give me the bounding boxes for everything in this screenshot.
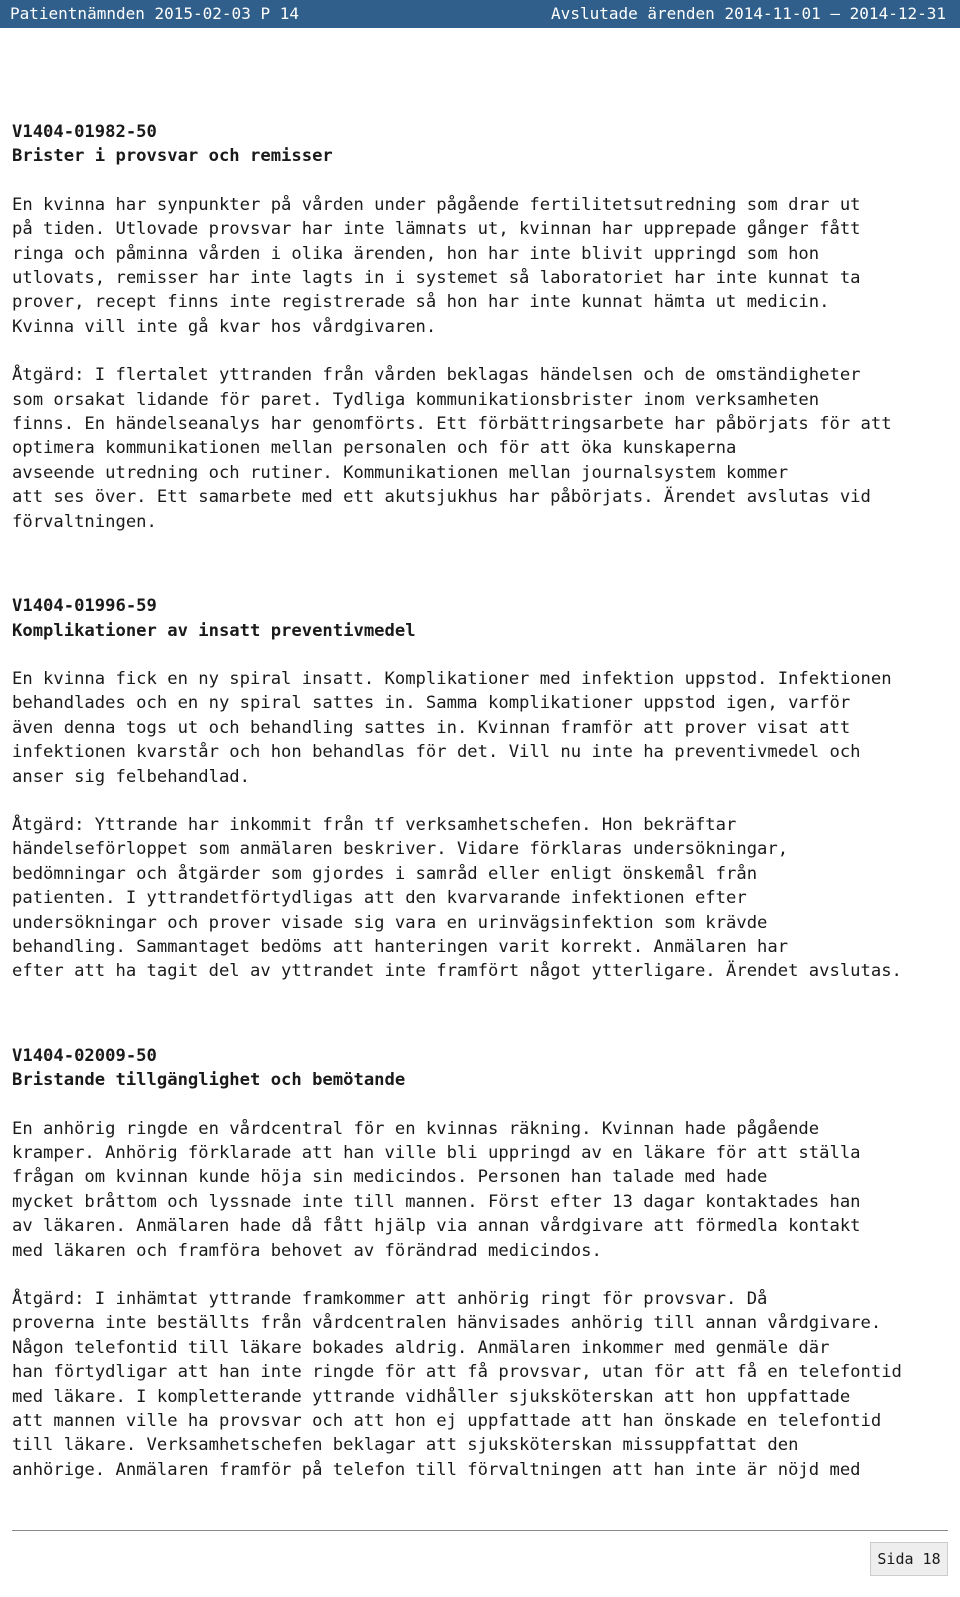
case-complaint: En anhörig ringde en vårdcentral för en kvinnas räkning. Kvinnan hade pågående kramper. Anhörig förklarade att han ville bli uppringd av en läkare för att ställa frågan om kvinnan kunde höja sin medicindos. Personen han talade med hade mycket bråttom och lyssnade inte till mannen. Först efter 13 dagar kontaktades han av läkaren. Anmälaren hade då fått hjälp via annan vårdgivare att förmedla kontakt med läkaren och framföra behovet av förändrad medicindos. bbox=[12, 1118, 861, 1261]
header-right-text: Avslutade ärenden 2014-11-01 – 2014-12-31 bbox=[551, 4, 946, 23]
case-entry bbox=[12, 120, 942, 534]
case-id: V1404-01996-59 bbox=[12, 596, 157, 617]
case-id: V1404-01982-50 bbox=[12, 122, 157, 142]
case-action: Åtgärd: Yttrande har inkommit från tf verksamhetschefen. Hon bekräftar händelseförloppet som anmälaren beskriver. Vidare förklaras undersökningar, bedömningar och åtgärder som gjordes i samråd eller enligt önskemål från patienten. I yttrandetförtydligas att den kvarvarande infektionen efter undersökningar och prover visade sig vara en urinvägsinfektion som krävde behandling. Sammantaget bedöms att hanteringen varit korrekt. Anmälaren har efter att ha tagit del av yttrandet inte framfört något ytterligare. Ärendet avslutas. bbox=[12, 814, 902, 982]
page-header bbox=[0, 0, 960, 28]
case-entry bbox=[12, 1044, 942, 1483]
page-number: Sida 18 bbox=[870, 1542, 948, 1576]
document-body bbox=[12, 120, 942, 1542]
case-title: Brister i provsvar och remisser bbox=[12, 146, 333, 167]
footer-divider bbox=[12, 1530, 948, 1531]
case-id: V1404-02009-50 bbox=[12, 1045, 157, 1066]
case-action: Åtgärd: I inhämtat yttrande framkommer att anhörig ringt för provsvar. Då proverna inte beställts från vårdcentralen hänvisades anhörig till annan vårdgivare. Någon telefontid till läkare bokades aldrig. Anmälaren inkommer med genmäle där han förtydligar att han inte ringde för att få provsvar, utan för att få en telefontid med läkare. I kompletterande yttrande vidhåller sjuksköterskan att hon uppfattade att mannen ville ha provsvar och att hon ej uppfattade att han önskade en telefontid till läkare. Verksamhetschefen beklagar att sjuksköterskan missuppfattat den anhörige. Anmälaren framför på telefon till förvaltningen att han inte är nöjd med bbox=[12, 1289, 902, 1480]
case-entry bbox=[12, 594, 942, 984]
case-complaint: En kvinna har synpunkter på vården under pågående fertilitetsutredning som drar ut på tiden. Utlovade provsvar har inte lämnats ut, kvinnan har upprepade gånger fått ringa och påminna vården i olika ärenden, hon har inte blivit uppringd som hon utlovats, remisser har inte lagts in i systemet så laboratoriet har inte kunnat ta prover, recept finns inte registrerade så hon har inte kunnat hämta ut medicin. Kvinna vill inte gå kvar hos vårdgivaren. bbox=[12, 194, 861, 337]
case-action: Åtgärd: I flertalet yttranden från vården beklagas händelsen och de omständigheter som orsakat lidande för paret. Tydliga kommunikationsbrister inom verksamheten finns. En händelseanalys har genomförts. Ett förbättringsarbete har påbörjats för att optimera kommunikationen mellan personalen och för att öka kunskaperna avseende utredning och rutiner. Kommunikationen mellan journalsystem kommer att ses över. Ett samarbete med ett akutsjukhus har påbörjats. Ärendet avslutas vid förvaltningen. bbox=[12, 365, 892, 532]
case-title: Komplikationer av insatt preventivmedel bbox=[12, 620, 416, 641]
header-left-text: Patientnämnden 2015-02-03 P 14 bbox=[10, 4, 299, 23]
case-title: Bristande tillgänglighet och bemötande bbox=[12, 1070, 406, 1091]
case-complaint: En kvinna fick en ny spiral insatt. Komplikationer med infektion uppstod. Infektionen behandlades och en ny spiral sattes in. Samma komplikationer uppstod igen, varför även denna togs ut och behandling sattes in. Kvinnan framför att prover visat att infektionen kvarstår och hon behandlas för det. Vill nu inte ha preventivmedel och anser sig felbehandlad. bbox=[12, 668, 892, 787]
